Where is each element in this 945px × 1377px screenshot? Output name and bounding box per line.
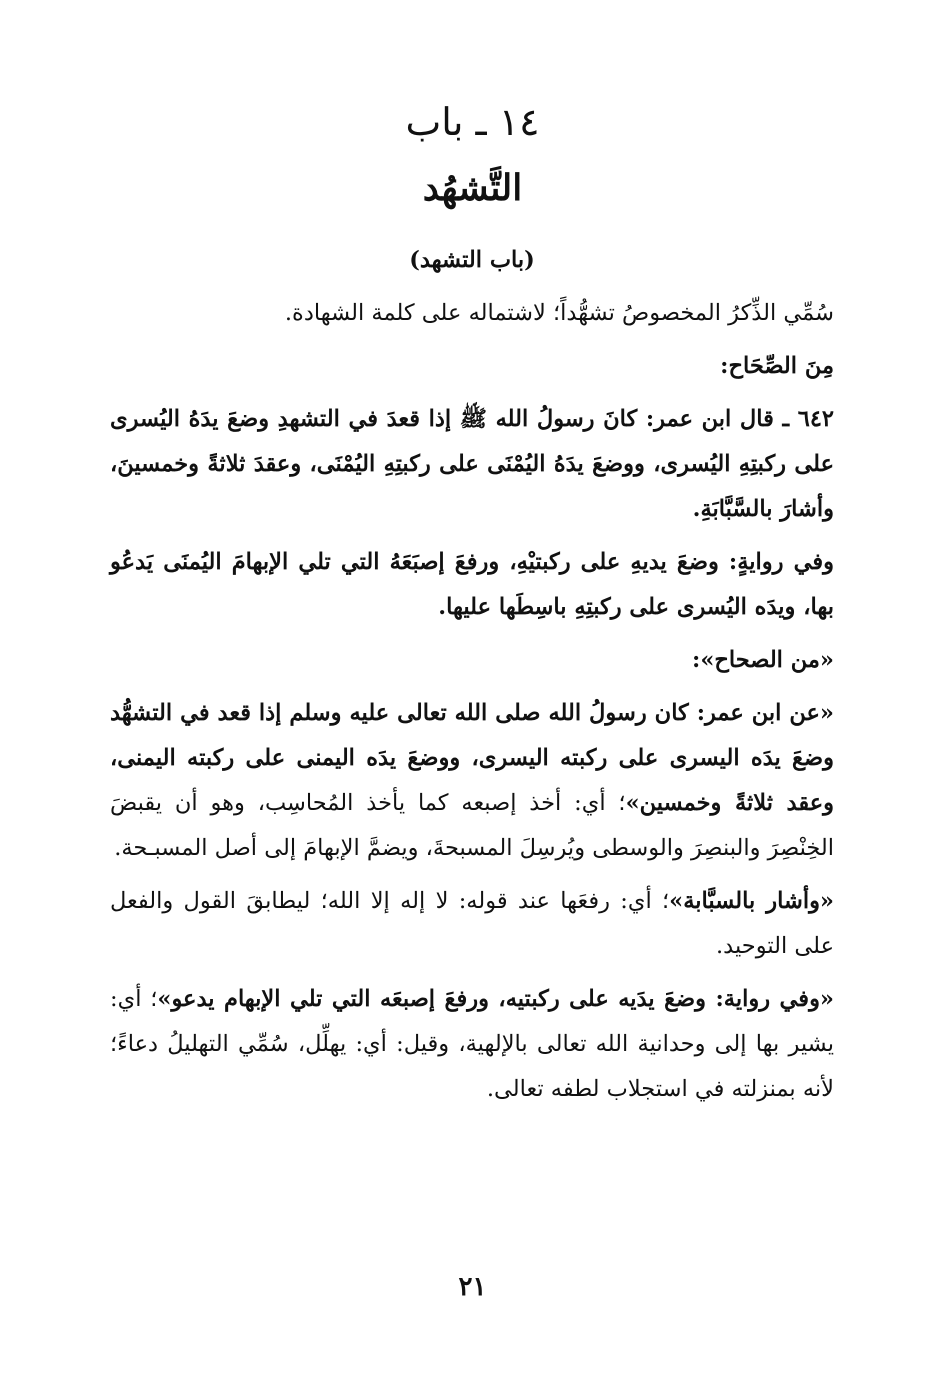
section-heading: (باب التشهد) [409,247,535,273]
chapter-number: ١٤ ـ باب [405,100,540,144]
paragraph-definition: سُمِّي الذِّكرُ المخصوصُ تشهُّداً؛ لاشتماله على كلمة الشهادة. [284,300,834,326]
commentary-quote-3: «وفي رواية: وضعَ يدَيه على ركبتيه، ورفعَ إصبعَه التي تلي الإبهام يدعو» [157,986,834,1012]
hadith-642: ٦٤٢ ـ قال ابن عمر: كانَ رسولُ الله ﷺ إذا قعدَ في التشهدِ وضعَ يدَهُ اليُسرى على ركبتِهِ اليُسرى، ووضعَ يدَهُ اليُمْنَى على ركبتِهِ اليُمْنَى، وعقدَ ثلاثةً وخمسينَ، وأشارَ بالسَّبَّابَةِ. [110,406,834,522]
commentary-paragraph-1 [110,691,834,871]
subheading-sahah: مِنَ الصِّحَاح: [720,353,834,379]
commentary-heading: «من الصحاح»: [692,647,834,673]
commentary-paragraph-3 [110,977,834,1112]
chapter-title: التَّشهُد [422,167,523,209]
page-number: ٢١ [458,1272,487,1302]
commentary-paragraph-2 [110,879,834,969]
page-body [110,238,834,1120]
commentary-text-3: ؛ أي: يشير بها إلى وحدانية الله تعالى بالإلهية، وقيل: أي: يهلِّل، سُمِّي التهليلُ دعاءً؛ لأنه بمنزلته في استجلاب لطفه تعالى. [110,986,834,1102]
hadith-riwaya: وفي روايةٍ: وضعَ يديهِ على ركبتيْهِ، ورفعَ إصبَعَهُ التي تلي الإبهامَ اليُمنَى يَدعُو بها، ويدَه اليُسرى على ركبتِهِ باسِطَها عليها. [110,549,834,620]
commentary-quote-1: «عن ابن عمر: كان رسولُ الله صلى الله تعالى عليه وسلم إذا قعد في التشهُّد وضعَ يدَه اليسرى على ركبته اليسرى، ووضعَ يدَه اليمنى على ركبته اليمنى، وعقد ثلاثةً وخمسين» [110,700,834,816]
commentary-quote-2: «وأشار بالسبَّابة» [669,888,834,914]
commentary-text-1: ؛ أي: أخذ إصبعه كما يأخذ المُحاسِب، وهو أن يقبضَ الخِنْصِرَ والبنصِرَ والوسطى ويُرسِلَ المسبحةَ، ويضمَّ الإبهامَ إلى أصل المسبـحة. [110,790,834,861]
commentary-text-2: ؛ أي: رفعَها عند قوله: لا إله إلا الله؛ ليطابقَ القول والفعل على التوحيد. [110,888,834,959]
